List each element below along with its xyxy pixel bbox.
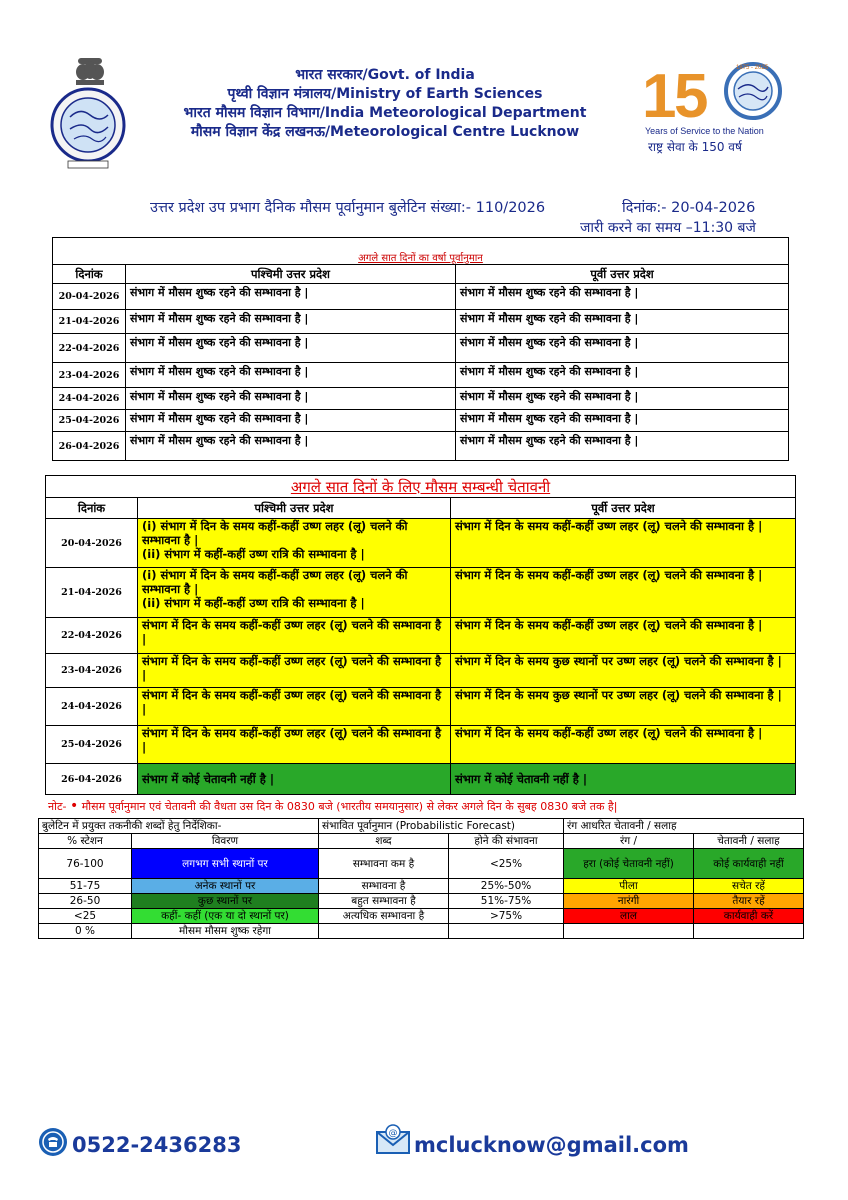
table-row — [46, 568, 796, 618]
legend-desc: मौसम मौसम शुष्क रहेगा — [132, 924, 319, 939]
row-east-warning: संभाग में कोई चेतावनी नहीं है | — [451, 764, 796, 795]
legend-word: अत्यधिक सम्भावना है — [319, 909, 449, 924]
legend-prob: 51%-75% — [449, 894, 564, 909]
note-label: नोट- — [48, 800, 67, 813]
legend-pct: 0 % — [39, 924, 132, 939]
legend-color-name: हरा (कोई चेतावनी नहीं) — [564, 849, 694, 879]
bulletin-title: उत्तर प्रदेश उप प्रभाग दैनिक मौसम पूर्वानुमान बुलेटिन संख्या:- 110/2026 — [150, 200, 546, 216]
legend-desc: अनेक स्थानों पर — [132, 879, 319, 894]
warnings-table — [45, 475, 796, 795]
row-west-warning: संभाग में दिन के समय कहीं-कहीं उष्ण लहर (लू) चलने की सम्भावना है | — [138, 688, 451, 726]
rain-header-east: पूर्वी उत्तर प्रदेश — [456, 265, 789, 284]
legend-pct: 76-100 — [39, 849, 132, 879]
warn-header-west: पश्चिमी उत्तर प्रदेश — [138, 498, 451, 519]
row-west-warning: (i) संभाग में दिन के समय कहीं-कहीं उष्ण लहर (लू) चलने की सम्भावना है | (ii) संभाग में कहीं-कहीं उष्ण रात्रि की सम्भावना है | — [138, 519, 451, 568]
legend-pct: <25 — [39, 909, 132, 924]
row-east-warning: संभाग में दिन के समय कहीं-कहीं उष्ण लहर (लू) चलने की सम्भावना है | — [451, 726, 796, 764]
row-date: 23-04-2026 — [53, 363, 126, 388]
row-east: संभाग में मौसम शुष्क रहने की सम्भावना है | — [456, 284, 789, 310]
table-row — [53, 432, 789, 461]
phone-number[interactable]: 0522-2436283 — [72, 1133, 242, 1157]
email-icon — [375, 1124, 411, 1154]
legend-advice: तैयार रहें — [694, 894, 804, 909]
table-row — [53, 410, 789, 432]
legend-group-color-warning: रंग आधरित चेतावनी / सलाह — [564, 819, 804, 834]
row-west-warning: संभाग में दिन के समय कहीं-कहीं उष्ण लहर (लू) चलने की सम्भावना है | — [138, 726, 451, 764]
row-date: 20-04-2026 — [46, 519, 138, 568]
row-west-warning: संभाग में दिन के समय कहीं-कहीं उष्ण लहर (लू) चलने की सम्भावना है | — [138, 618, 451, 654]
rain-forecast-table — [52, 237, 789, 461]
svg-text:5: 5 — [674, 62, 709, 131]
legend-word: बहुत सम्भावना है — [319, 894, 449, 909]
legend-row — [39, 909, 804, 924]
row-west-warning: संभाग में दिन के समय कहीं-कहीं उष्ण लहर (लू) चलने की सम्भावना है | — [138, 654, 451, 688]
legend-pct: 26-50 — [39, 894, 132, 909]
header-line-centre: मौसम विज्ञान केंद्र लखनऊ/Meteorological Centre Lucknow — [190, 124, 580, 140]
row-east: संभाग में मौसम शुष्क रहने की सम्भावना है | — [456, 410, 789, 432]
row-date: 20-04-2026 — [53, 284, 126, 310]
table-row — [53, 334, 789, 363]
row-west: संभाग में मौसम शुष्क रहने की सम्भावना है | — [126, 388, 456, 410]
row-east: संभाग में मौसम शुष्क रहने की सम्भावना है | — [456, 310, 789, 334]
legend-color-name: लाल — [564, 909, 694, 924]
row-date: 25-04-2026 — [53, 410, 126, 432]
row-date: 26-04-2026 — [46, 764, 138, 795]
legend-row — [39, 894, 804, 909]
row-date: 24-04-2026 — [53, 388, 126, 410]
table-row — [46, 726, 796, 764]
legend-row — [39, 849, 804, 879]
legend-desc: कुछ स्थानों पर — [132, 894, 319, 909]
phone-icon — [38, 1127, 68, 1157]
header-line-govt: भारत सरकार/Govt. of India — [295, 67, 475, 83]
warn-header-date: दिनांक — [46, 498, 138, 519]
rain-header-date: दिनांक — [53, 265, 126, 284]
row-east: संभाग में मौसम शुष्क रहने की सम्भावना है | — [456, 334, 789, 363]
svg-text:@: @ — [388, 1128, 398, 1139]
svg-text:1: 1 — [642, 62, 677, 131]
legend-group-terms: बुलेटिन में प्रयुक्त तकनीकी शब्दों हेतु निर्देशिका- — [39, 819, 319, 834]
legend-desc: लगभग सभी स्थानों पर — [132, 849, 319, 879]
header-titles — [150, 66, 620, 142]
warn-header-east: पूर्वी उत्तर प्रदेश — [451, 498, 796, 519]
row-west-warning: (i) संभाग में दिन के समय कहीं-कहीं उष्ण लहर (लू) चलने की सम्भावना है | (ii) संभाग में कहीं-कहीं उष्ण रात्रि की सम्भावना है | — [138, 568, 451, 618]
legend-prob — [449, 924, 564, 939]
rain-header-west: पश्चिमी उत्तर प्रदेश — [126, 265, 456, 284]
row-date: 25-04-2026 — [46, 726, 138, 764]
row-date: 23-04-2026 — [46, 654, 138, 688]
row-date: 21-04-2026 — [53, 310, 126, 334]
bullet-icon: • — [69, 798, 79, 814]
legend-subheader: रंग / — [564, 834, 694, 849]
table-row — [46, 688, 796, 726]
imd-emblem-logo — [40, 55, 140, 170]
logo-caption-hi: राष्ट्र सेवा के 150 वर्ष — [648, 140, 742, 154]
row-west: संभाग में मौसम शुष्क रहने की सम्भावना है | — [126, 284, 456, 310]
validity-note — [48, 798, 808, 814]
legend-color-name: नारंगी — [564, 894, 694, 909]
row-east-warning: संभाग में दिन के समय कहीं-कहीं उष्ण लहर (लू) चलने की सम्भावना है | — [451, 519, 796, 568]
row-date: 22-04-2026 — [46, 618, 138, 654]
row-date: 21-04-2026 — [46, 568, 138, 618]
logo-caption-en: Years of Service to the Nation — [645, 126, 764, 136]
row-date: 22-04-2026 — [53, 334, 126, 363]
rain-table-caption: अगले सात दिनों का वर्षा पूर्वानुमान — [53, 238, 789, 265]
table-row — [53, 363, 789, 388]
legend-color-name — [564, 924, 694, 939]
imd-150-years-logo — [640, 55, 790, 155]
row-west: संभाग में मौसम शुष्क रहने की सम्भावना है | — [126, 432, 456, 461]
email-address[interactable]: mclucknow@gmail.com — [414, 1133, 689, 1157]
legend-subheader: चेतावनी / सलाह — [694, 834, 804, 849]
table-row — [53, 310, 789, 334]
legend-subheader: शब्द — [319, 834, 449, 849]
legend-pct: 51-75 — [39, 879, 132, 894]
note-text: मौसम पूर्वानुमान एवं चेतावनी की वैधता उस दिन के 0830 बजे (भारतीय समयानुसार) से लेकर अगले दिन के सुबह 0830 बजे तक है| — [81, 800, 618, 813]
table-row — [46, 618, 796, 654]
table-row — [53, 388, 789, 410]
bulletin-date: दिनांक:- 20-04-2026 — [622, 200, 756, 216]
header-line-ministry: पृथ्वी विज्ञान मंत्रालय/Ministry of Earth Sciences — [227, 86, 543, 102]
logo-years-text: 1875 - 2025 — [736, 65, 769, 71]
legend-desc: कहीं- कहीं (एक या दो स्थानों पर) — [132, 909, 319, 924]
row-east: संभाग में मौसम शुष्क रहने की सम्भावना है | — [456, 432, 789, 461]
table-row — [46, 519, 796, 568]
legend-table — [38, 818, 804, 939]
legend-subheader: विवरण — [132, 834, 319, 849]
bulletin-title-line — [150, 197, 790, 217]
row-west: संभाग में मौसम शुष्क रहने की सम्भावना है | — [126, 363, 456, 388]
table-row — [53, 284, 789, 310]
row-west: संभाग में मौसम शुष्क रहने की सम्भावना है | — [126, 310, 456, 334]
legend-color-name: पीला — [564, 879, 694, 894]
row-east: संभाग में मौसम शुष्क रहने की सम्भावना है | — [456, 363, 789, 388]
legend-advice: कार्यवाही करें — [694, 909, 804, 924]
legend-prob: <25% — [449, 849, 564, 879]
legend-advice: कोई कार्यवाही नहीं — [694, 849, 804, 879]
table-row — [46, 654, 796, 688]
table-row — [46, 764, 796, 795]
legend-advice — [694, 924, 804, 939]
legend-row — [39, 924, 804, 939]
row-date: 24-04-2026 — [46, 688, 138, 726]
legend-word — [319, 924, 449, 939]
row-east-warning: संभाग में दिन के समय कुछ स्थानों पर उष्ण लहर (लू) चलने की सम्भावना है | — [451, 688, 796, 726]
legend-subheader: % स्टेशन — [39, 834, 132, 849]
row-east: संभाग में मौसम शुष्क रहने की सम्भावना है | — [456, 388, 789, 410]
legend-prob: 25%-50% — [449, 879, 564, 894]
row-date: 26-04-2026 — [53, 432, 126, 461]
warnings-caption: अगले सात दिनों के लिए मौसम सम्बन्धी चेतावनी — [46, 476, 796, 498]
row-east-warning: संभाग में दिन के समय कुछ स्थानों पर उष्ण लहर (लू) चलने की सम्भावना है | — [451, 654, 796, 688]
legend-word: सम्भावना कम है — [319, 849, 449, 879]
row-east-warning: संभाग में दिन के समय कहीं-कहीं उष्ण लहर (लू) चलने की सम्भावना है | — [451, 618, 796, 654]
row-east-warning: संभाग में दिन के समय कहीं-कहीं उष्ण लहर (लू) चलने की सम्भावना है | — [451, 568, 796, 618]
row-west: संभाग में मौसम शुष्क रहने की सम्भावना है | — [126, 334, 456, 363]
legend-word: सम्भावना है — [319, 879, 449, 894]
legend-advice: सचेत रहें — [694, 879, 804, 894]
issue-time: जारी करने का समय –11:30 बजे — [580, 220, 756, 236]
row-west: संभाग में मौसम शुष्क रहने की सम्भावना है | — [126, 410, 456, 432]
legend-group-probabilistic: संभावित पूर्वानुमान (Probabilistic Forecast) — [319, 819, 564, 834]
header-line-imd: भारत मौसम विज्ञान विभाग/India Meteorological Department — [183, 105, 587, 121]
row-west-warning: संभाग में कोई चेतावनी नहीं है | — [138, 764, 451, 795]
legend-prob: >75% — [449, 909, 564, 924]
legend-row — [39, 879, 804, 894]
legend-subheader: होने की संभावना — [449, 834, 564, 849]
